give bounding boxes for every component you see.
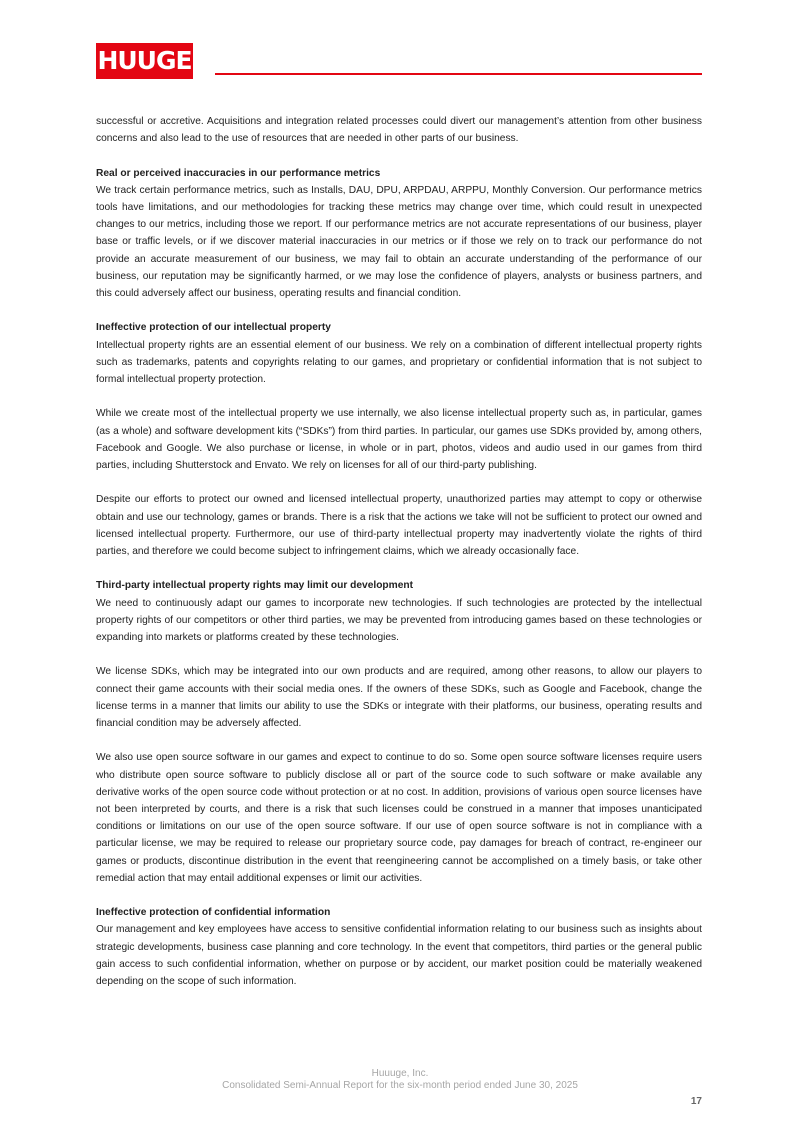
header-divider [215, 73, 702, 75]
paragraph: While we create most of the intellectual property we use internally, we also license intellectual property such as, in particular, games (as a whole) and software development kits (“SDKs”) from third parties. In particular, our games use SDKs provided by, among others, Facebook and Google. We also purchase or license, in whole or in part, photos, videos and audio used in our games from third parties, including Shutterstock and Envato. We rely on licenses for all of our third-party publishing. [96, 408, 702, 472]
paragraph: Our management and key employees have access to sensitive confidential information relating to our business such as insights about strategic developments, business case planning and core technology. In the event that competitors, third parties or the general public gain access to such confidential information, whether on purpose or by accident, our market position could be materially weakened depending on the scope of such information. [96, 924, 702, 988]
footer-company: Huuuge, Inc. [371, 1068, 429, 1079]
paragraph: We also use open source software in our games and expect to continue to do so. Some open source software licenses require users who distribute open source software to publicly disclose all or part of the source code to such software or make available any derivative works of the open source code without protection or at no cost. In addition, provisions of various open source licenses have not been interpreted by courts, and there is a risk that such licenses could be construed in a manner that imposes unanticipated conditions or limitations on our use of the open source software. If our use of open source software is not in compliance with a particular license, we may be required to release our proprietary source code, pay damages for breach of contract, re-engineer our games or products, discontinue distribution in the event that reengineering cannot be accomplished on a timely basis, or take other remedial action that may entail additional expenses or limit our activities. [96, 752, 702, 884]
paragraph: We license SDKs, which may be integrated into our own products and are required, among other reasons, to allow our players to connect their game accounts with their social media ones. If the owners of these SDKs, such as Google and Facebook, change the license terms in a manner that limits our ability to use the SDKs or integrate with their platforms, our business, operating results and financial condition may be adversely affected. [96, 666, 702, 730]
section-heading: Ineffective protection of confidential information [96, 907, 331, 919]
page-footer [0, 1068, 800, 1092]
page-header [96, 43, 702, 79]
paragraph: Despite our efforts to protect our owned and licensed intellectual property, unauthorized parties may attempt to copy or otherwise obtain and use our technology, games or brands. There is a risk that the actions we take will not be sufficient to protect our owned and licensed intellectual property. Furthermore, our use of third-party intellectual property may inadvertently violate the rights of third parties, and therefore we could become subject to infringement claims, which we already occasionally face. [96, 494, 702, 558]
paragraph: Intellectual property rights are an essential element of our business. We rely on a combination of different intellectual property rights such as trademarks, patents and copyrights relating to our games, and proprietary or confidential information that is not subject to formal intellectual property protection. [96, 339, 702, 386]
paragraph: We need to continuously adapt our games to incorporate new technologies. If such technologies are protected by the intellectual property rights of our competitors or other third parties, we may be prevented from introducing games based on these technologies or expanding into markets or platforms created by these technologies. [96, 597, 702, 644]
paragraph: successful or accretive. Acquisitions and integration related processes could divert our management’s attention from other business concerns and also lead to the use of resources that are needed in other parts of our business. [96, 116, 702, 145]
section-heading: Third-party intellectual property rights may limit our development [96, 580, 413, 592]
footer-report-title: Consolidated Semi-Annual Report for the six-month period ended June 30, 2025 [222, 1080, 578, 1091]
section-heading: Real or perceived inaccuracies in our performance metrics [96, 167, 381, 179]
page-number: 17 [690, 1096, 702, 1107]
document-body [96, 113, 702, 1007]
huuuge-logo: HUUGE [96, 43, 193, 79]
section-heading: Ineffective protection of our intellectual property [96, 322, 331, 334]
paragraph: We track certain performance metrics, such as Installs, DAU, DPU, ARPDAU, ARPPU, Monthly Conversion. Our performance metrics tools have limitations, and our methodologies for tracking these metrics may change over time, which could result in unexpected changes to our metrics, including those we report. If our performance metrics are not accurate representations of our business, player base or traffic levels, or if we discover material inaccuracies in our metrics or if those we rely on to track our performance do not provide an accurate measurement of our business, we may fail to obtain an accurate understanding of the performance of our business, our reputation may be significantly harmed, or we may lose the confidence of players, analysts or business partners, and this could adversely affect our business, operating results and financial condition. [96, 184, 702, 300]
